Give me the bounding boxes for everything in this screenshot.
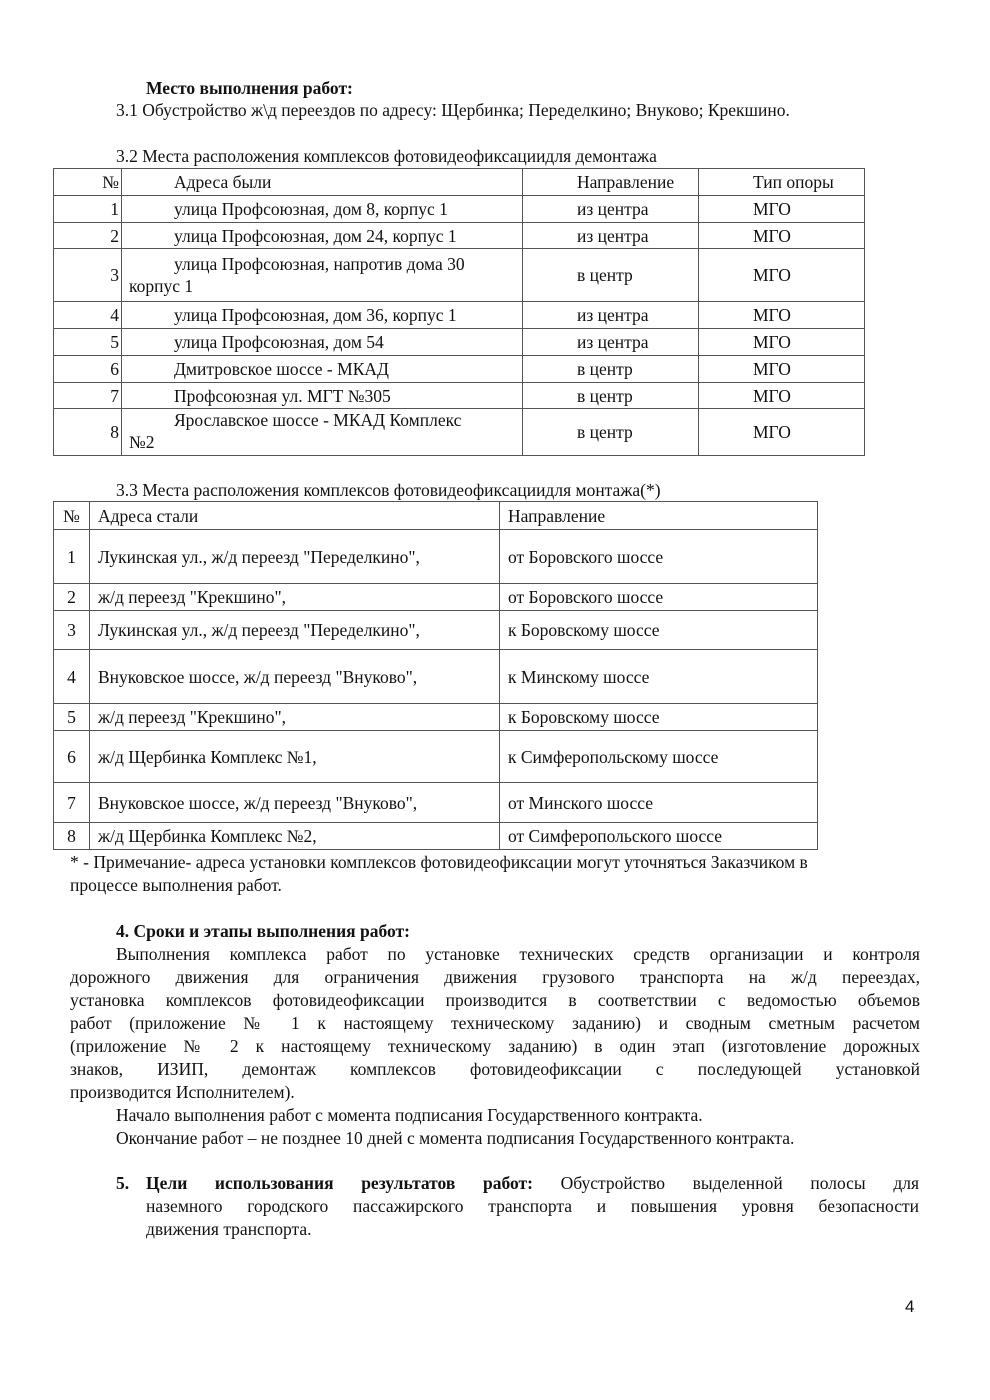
work-start: Начало выполнения работ с момента подписания Государственного контракта. — [116, 1105, 703, 1125]
address-line: Ярославское шоссе - МКАД Комплекс — [174, 410, 462, 430]
table-row — [54, 329, 865, 356]
address-line: №2 — [129, 432, 155, 452]
address-cell: ж/д переезд "Крекшино", — [90, 584, 500, 611]
address-cell: Лукинская ул., ж/д переезд "Переделкино", — [90, 611, 500, 650]
body-line: дорожного движения для ограничения движения грузового транспорта на ж/д переездах, — [70, 967, 920, 987]
table-dismantle-caption: 3.2 Места расположения комплексов фотовидеофиксациидля демонтажа — [116, 146, 657, 166]
body-line: движения транспорта. — [146, 1219, 312, 1239]
row-number: 8 — [54, 409, 122, 456]
table-row — [54, 249, 865, 302]
direction-cell: в центр — [523, 249, 699, 302]
row-number: 2 — [54, 223, 122, 249]
direction-cell: от Боровского шоссе — [500, 530, 818, 584]
table-row — [54, 731, 818, 783]
header-cell: № — [54, 169, 122, 196]
section-5-text: Обустройство выделенной полосы для — [560, 1173, 920, 1193]
table-row — [54, 356, 865, 383]
address-cell — [122, 409, 523, 456]
table-row — [54, 302, 865, 329]
section-place-heading: Место выполнения работ: — [146, 78, 353, 98]
body-line: наземного городского пассажирского транспорта и повышения уровня безопасности — [146, 1196, 919, 1216]
body-line: работ (приложение № 1 к настоящему техническому заданию) и сводным сметным расчетом — [70, 1013, 920, 1033]
direction-cell: из центра — [523, 196, 699, 223]
table-row — [54, 383, 865, 409]
table-dismantle — [53, 168, 865, 456]
header-cell: № — [54, 502, 90, 530]
direction-cell: к Боровскому шоссе — [500, 704, 818, 731]
address-cell: ж/д Щербинка Комплекс №1, — [90, 731, 500, 783]
address-cell: улица Профсоюзная, дом 36, корпус 1 — [122, 302, 523, 329]
address-cell: Внуковское шоссе, ж/д переезд "Внуково", — [90, 650, 500, 704]
table-row — [54, 783, 818, 823]
table-install — [53, 501, 818, 850]
direction-cell: из центра — [523, 223, 699, 249]
support-type-cell: МГО — [699, 223, 865, 249]
section-5-heading: Цели использования результатов работ: — [146, 1173, 533, 1193]
table-row — [54, 611, 818, 650]
support-type-cell: МГО — [699, 196, 865, 223]
direction-cell: из центра — [523, 302, 699, 329]
table-row — [54, 223, 865, 249]
table-install-caption: 3.3 Места расположения комплексов фотовидеофиксациидля монтажа(*) — [116, 480, 661, 500]
body-line: производится Исполнителем). — [70, 1082, 295, 1102]
table-note-line-2: процессе выполнения работ. — [70, 875, 282, 895]
section-4-body — [70, 943, 920, 1104]
row-number: 3 — [54, 611, 90, 650]
row-number: 1 — [54, 530, 90, 584]
address-cell: улица Профсоюзная, дом 8, корпус 1 — [122, 196, 523, 223]
address-cell: улица Профсоюзная, дом 24, корпус 1 — [122, 223, 523, 249]
table-row — [54, 196, 865, 223]
address-line: улица Профсоюзная, напротив дома 30 — [174, 254, 465, 274]
support-type-cell: МГО — [699, 329, 865, 356]
address-cell — [122, 249, 523, 302]
table-row — [54, 530, 818, 584]
row-number: 4 — [54, 650, 90, 704]
row-number: 5 — [54, 704, 90, 731]
support-type-cell: МГО — [699, 249, 865, 302]
row-number: 2 — [54, 584, 90, 611]
section-5-body — [146, 1172, 919, 1241]
table-header-row — [54, 502, 818, 530]
address-cell: Лукинская ул., ж/д переезд "Переделкино", — [90, 530, 500, 584]
address-line: корпус 1 — [129, 276, 194, 296]
direction-cell: в центр — [523, 409, 699, 456]
page-number: 4 — [905, 1297, 915, 1316]
table-row — [54, 704, 818, 731]
header-cell: Направление — [500, 502, 818, 530]
support-type-cell: МГО — [699, 302, 865, 329]
address-cell: улица Профсоюзная, дом 54 — [122, 329, 523, 356]
header-cell: Тип опоры — [699, 169, 865, 196]
support-type-cell: МГО — [699, 383, 865, 409]
body-line: (приложение № 2 к настоящему техническому заданию) в один этап (изготовление дорожных — [70, 1036, 920, 1056]
row-number: 1 — [54, 196, 122, 223]
item-3-1: 3.1 Обустройство ж\д переездов по адресу: Щербинка; Переделкино; Внуково; Крекшино. — [116, 100, 790, 120]
body-line: знаков, ИЗИП, демонтаж комплексов фотовидеофиксации с последующей установкой — [70, 1059, 920, 1079]
table-header-row — [54, 169, 865, 196]
row-number: 6 — [54, 356, 122, 383]
body-line: установка комплексов фотовидеофиксации производится в соответствии с ведомостью объемов — [70, 990, 920, 1010]
table-row — [54, 584, 818, 611]
body-line: Выполнения комплекса работ по установке технических средств организации и контроля — [116, 944, 920, 964]
row-number: 7 — [54, 783, 90, 823]
table-row — [54, 409, 865, 456]
direction-cell: к Боровскому шоссе — [500, 611, 818, 650]
address-cell: ж/д переезд "Крекшино", — [90, 704, 500, 731]
address-cell: Внуковское шоссе, ж/д переезд "Внуково", — [90, 783, 500, 823]
support-type-cell: МГО — [699, 409, 865, 456]
direction-cell: от Симферопольского шоссе — [500, 823, 818, 850]
row-number: 6 — [54, 731, 90, 783]
work-end: Окончание работ – не позднее 10 дней с момента подписания Государственного контракта. — [116, 1128, 795, 1148]
row-number: 5 — [54, 329, 122, 356]
section-4-heading: 4. Сроки и этапы выполнения работ: — [116, 921, 410, 941]
header-cell: Адреса стали — [90, 502, 500, 530]
direction-cell: в центр — [523, 383, 699, 409]
table-note-line-1: * - Примечание- адреса установки комплексов фотовидеофиксации могут уточняться Заказчиком в — [70, 852, 808, 872]
direction-cell: к Минскому шоссе — [500, 650, 818, 704]
direction-cell: к Симферопольскому шоссе — [500, 731, 818, 783]
row-number: 8 — [54, 823, 90, 850]
section-5-line-1 — [146, 1172, 919, 1195]
row-number: 4 — [54, 302, 122, 329]
direction-cell: от Минского шоссе — [500, 783, 818, 823]
direction-cell: от Боровского шоссе — [500, 584, 818, 611]
direction-cell: из центра — [523, 329, 699, 356]
table-row — [54, 650, 818, 704]
row-number: 3 — [54, 249, 122, 302]
direction-cell: в центр — [523, 356, 699, 383]
row-number: 7 — [54, 383, 122, 409]
support-type-cell: МГО — [699, 356, 865, 383]
section-5-number: 5. — [116, 1173, 130, 1193]
address-cell: Профсоюзная ул. МГТ №305 — [122, 383, 523, 409]
header-cell: Направление — [523, 169, 699, 196]
header-cell: Адреса были — [122, 169, 523, 196]
address-cell: ж/д Щербинка Комплекс №2, — [90, 823, 500, 850]
address-cell: Дмитровское шоссе - МКАД — [122, 356, 523, 383]
table-row — [54, 823, 818, 850]
